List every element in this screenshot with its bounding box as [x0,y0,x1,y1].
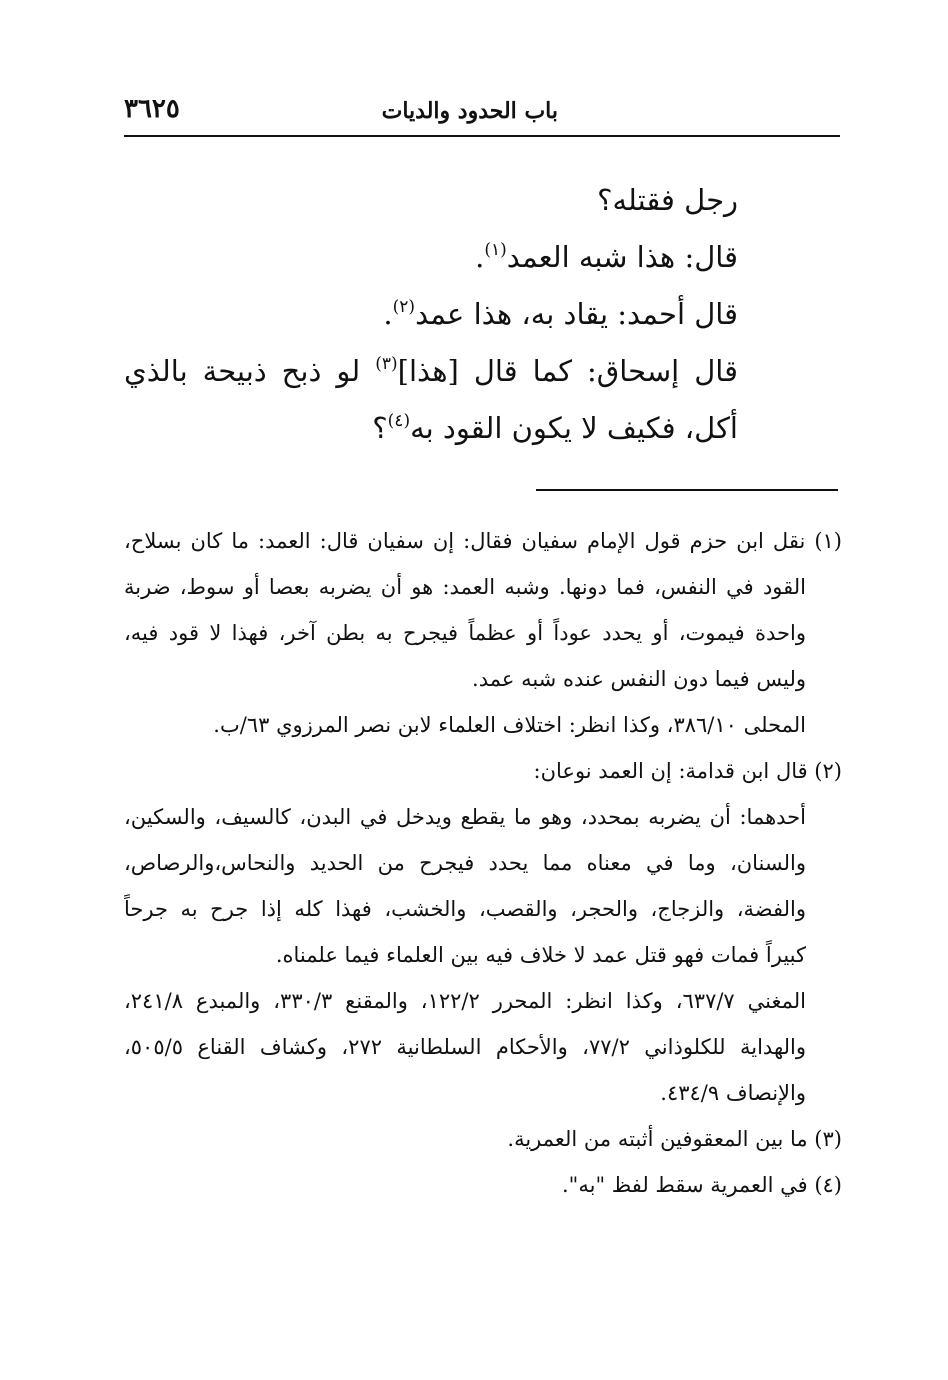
footnote-2-line: والفضة، والزجاج، والحجر، والقصب، والخشب، فهذا كله إذا جرح به جرحاً [124,897,806,921]
header-rule [124,135,840,137]
footnote-1-line: وليس فيما دون النفس عنده شبه عمد. [472,667,806,691]
main-line: أكل، فكيف لا يكون القود به$^{(٤)}$؟ [372,411,738,445]
footnote-ref-2: (٢) [392,297,416,317]
footnote-ref-1: (١) [484,240,507,260]
page-number: ٣٦٢٥ [124,94,180,124]
footnote-2-line: أحدهما: أن يضربه بمحدد، وهو ما يقطع ويدخل في البدن، كالسيف، والسكين، [124,805,806,829]
footnote-2-source: والإنصاف ٤٣٤/٩. [660,1081,806,1105]
footnote-1-line: واحدة فيموت، أو يحدد عوداً أو عظماً فيجرح به بطن آخر، فهذا لا قود فيه، [124,621,806,645]
main-text [124,172,738,457]
footnote-2-line: والسنان، وما في معناه مما يحدد فيجرح من الحديد والنحاس،والرصاص، [124,851,806,875]
footnote-1-line: القود في النفس، فما دونها. وشبه العمد: هو أن يضربه بعصا أو سوط، ضربة [124,575,807,599]
running-title: باب الحدود والديات [381,98,558,124]
footnote-separator [536,489,838,491]
footnote-4-line: (٤) في العمرية سقط لفظ "به". [562,1173,842,1197]
footnote-3-line: (٣) ما بين المعقوفين أثبته من العمرية. [507,1127,842,1151]
footnote-2-source: المغني ٦٣٧/٧، وكذا انظر: المحرر ١٢٢/٢، والمقنع ٣٣٠/٣، والمبدع ٢٤١/٨، [124,989,806,1013]
footnote-ref-4: (٤) [387,411,411,431]
main-line: رجل فقتله؟ [597,183,738,217]
footnotes [124,518,842,1208]
footnote-1-source: المحلى ٣٨٦/١٠، وكذا انظر: اختلاف العلماء لابن نصر المرزوي ٦٣/ب. [213,713,806,737]
footnote-ref-3: (٣) [375,354,398,374]
main-line: قال إسحاق: كما قال [هذا]$^{(٣)}$ لو ذبح ذبيحة بالذي [124,354,738,388]
page-header [124,92,840,132]
footnote-2-line: (٢) قال ابن قدامة: إن العمد نوعان: [533,759,842,783]
footnote-1-line: (١) نقل ابن حزم قول الإمام سفيان فقال: إن سفيان قال: العمد: ما كان بسلاح، [124,529,842,553]
footnote-2-line: كبيراً فمات فهو قتل عمد لا خلاف فيه بين العلماء فيما علمناه. [275,943,806,967]
main-line: قال أحمد: يقاد به، هذا عمد$^{(٢)}$. [383,297,738,331]
footnote-2-source: والهداية للكلوذاني ٧٧/٢، والأحكام السلطانية ٢٧٢، وكشاف القناع ٥٠٥/٥، [124,1035,806,1059]
main-line: قال: هذا شبه العمد$^{(١)}$. [475,240,738,274]
